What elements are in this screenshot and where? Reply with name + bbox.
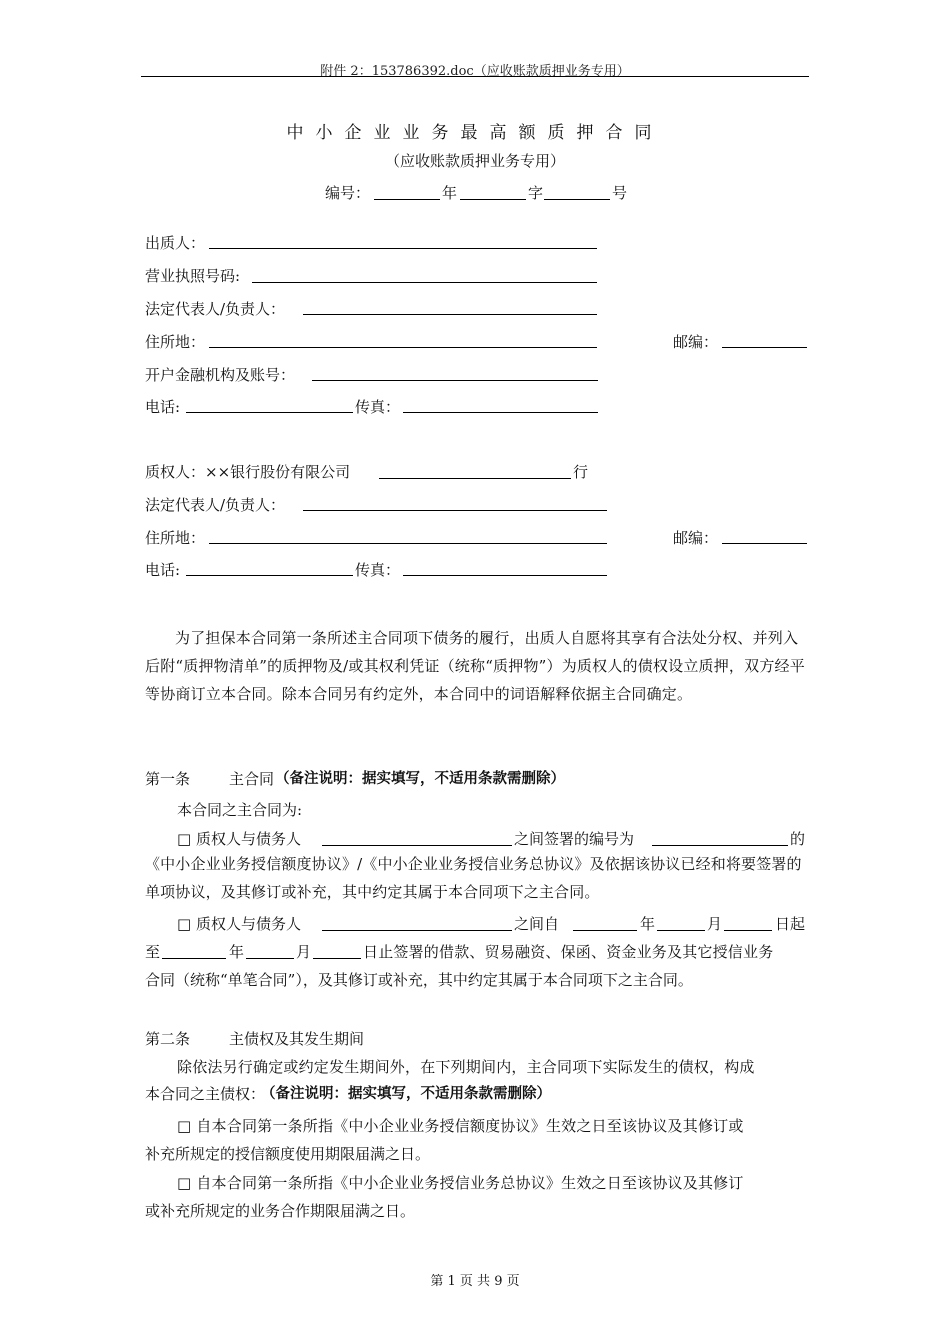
number-blank-3[interactable] — [544, 199, 610, 200]
pledgee-fax-label: 传真： — [355, 561, 401, 579]
pledgor-address-field[interactable] — [209, 347, 597, 348]
document-subtitle: （应收账款质押业务专用） — [384, 152, 565, 170]
pledgor-license-field[interactable] — [252, 282, 597, 283]
article1-option2-rest2: 合同（统称“单笔合同”），及其修订或补充，其中约定其属于本合同项下之主合同。 — [145, 971, 693, 989]
article1-option2-day-field[interactable] — [724, 930, 772, 931]
pledgor-name-field[interactable] — [209, 248, 597, 249]
article2-option2-line2: 或补充所规定的业务合作期限届满之日。 — [145, 1202, 416, 1220]
pledgor-bank-label: 开户金融机构及账号： — [145, 366, 296, 384]
pledgee-zip-field[interactable] — [722, 543, 807, 544]
pledgee-fax-field[interactable] — [403, 575, 607, 576]
article1-option2-month-field[interactable] — [657, 930, 705, 931]
article1-option2-year2-field[interactable] — [162, 958, 226, 959]
pledgee-phone-field[interactable] — [186, 575, 353, 576]
pledgor-phone-field[interactable] — [186, 412, 353, 413]
number-blank-1[interactable] — [374, 199, 440, 200]
article1-option2-day2-field[interactable] — [313, 958, 361, 959]
article1-note: （备注说明：据实填写，不适用条款需删除） — [275, 771, 565, 787]
article1-heading: 第一条 — [145, 770, 191, 788]
page-footer: 第 1 页 共 9 页 — [430, 1274, 520, 1289]
article2-line1: 除依法另行确定或约定发生期间外，在下列期间内，主合同项下实际发生的债权，构成 — [177, 1058, 755, 1076]
article1-option2-day: 日起 — [775, 915, 806, 933]
pledgor-name-label: 出质人： — [145, 234, 206, 252]
pledgee-address-field[interactable] — [209, 543, 607, 544]
pledgor-rep-field[interactable] — [303, 314, 597, 315]
page-header: 附件 2：153786392.doc（应收账款质押业务专用） — [320, 64, 630, 79]
pledgee-zip-label: 邮编： — [673, 529, 719, 547]
preamble-paragraph: 为了担保本合同第一条所述主合同项下债务的履行，出质人自愿将其享有合法处分权、并列入后附“质押物清单”的质押物及/或其权利凭证（统称“质押物”）为质权人的债权设立质押，双方经平等协商订立本合同。除本合同另有约定外，本合同中的词语解释依据主合同确定。 — [145, 629, 805, 703]
article1-option2-month2: 月 — [296, 943, 312, 961]
pledgee-name-label: 质权人：××银行股份有限公司 — [145, 463, 351, 481]
article1-option2-year2: 年 — [229, 943, 245, 961]
article1-option1-debtor-field[interactable] — [322, 845, 512, 846]
pledgor-zip-field[interactable] — [722, 347, 807, 348]
pledgor-fax-label: 传真： — [355, 398, 401, 416]
number-year: 年 — [442, 184, 458, 202]
article2-line2: 本合同之主债权： — [145, 1085, 266, 1103]
article2-option2-line1[interactable]: □ 自本合同第一条所指《中小企业业务授信业务总协议》生效之日至该协议及其修订 — [177, 1174, 744, 1192]
article1-option2-text-b: 之间自 — [514, 915, 560, 933]
article1-option1-text-b: 之间签署的编号为 — [514, 830, 635, 848]
article1-option2-month: 月 — [707, 915, 723, 933]
article1-option2-year: 年 — [640, 915, 656, 933]
article1-option1-text-c: 的 — [790, 830, 806, 848]
number-blank-2[interactable] — [460, 199, 526, 200]
article1-option2-checkbox[interactable]: □ 质权人与债务人 — [177, 915, 301, 933]
pledgor-phone-label: 电话: — [145, 398, 181, 416]
document-title: 中小企业业务最高额质押合同 — [286, 123, 664, 143]
article1-option2-month2-field[interactable] — [246, 958, 294, 959]
pledgor-address-label: 住所地： — [145, 333, 206, 351]
article1-option1-rest: 《中小企业业务授信额度协议》/《中小企业业务授信业务总协议》及依据该协议已经和将要签署的单项协议，及其修订或补充，其中约定其属于本合同项下之主合同。 — [145, 855, 802, 901]
number-zi: 字 — [528, 184, 544, 202]
article1-option2-to: 至 — [145, 943, 161, 961]
article1-option1-checkbox[interactable]: □ 质权人与债务人 — [177, 830, 301, 848]
pledgee-name-field[interactable] — [379, 478, 571, 479]
article2-title: 主债权及其发生期间 — [229, 1030, 365, 1048]
article1-title: 主合同 — [229, 770, 275, 788]
article1-intro: 本合同之主合同为: — [177, 801, 303, 819]
pledgee-name-suffix: 行 — [573, 463, 589, 481]
article1-option2-rest1: 日止签署的借款、贸易融资、保函、资金业务及其它授信业务 — [363, 943, 774, 961]
pledgor-bank-field[interactable] — [312, 380, 598, 381]
pledgor-zip-label: 邮编： — [673, 333, 719, 351]
article2-heading: 第二条 — [145, 1030, 191, 1048]
pledgee-rep-label: 法定代表人/负责人： — [145, 496, 286, 514]
article2-note: （备注说明：据实填写，不适用条款需删除） — [261, 1086, 551, 1102]
article1-option2-year-field[interactable] — [573, 930, 637, 931]
pledgor-fax-field[interactable] — [403, 412, 598, 413]
number-hao: 号 — [612, 184, 628, 202]
pledgor-rep-label: 法定代表人/负责人： — [145, 300, 286, 318]
pledgee-phone-label: 电话: — [145, 561, 181, 579]
article2-option1-line2: 补充所规定的授信额度使用期限届满之日。 — [145, 1145, 431, 1163]
pledgee-rep-field[interactable] — [303, 510, 607, 511]
article1-option1-number-field[interactable] — [652, 845, 788, 846]
header-rule — [141, 76, 809, 77]
pledgor-license-label: 营业执照号码: — [145, 267, 241, 285]
number-label: 编号： — [325, 184, 371, 202]
pledgee-address-label: 住所地： — [145, 529, 206, 547]
article1-option2-debtor-field[interactable] — [322, 930, 512, 931]
article2-option1-line1[interactable]: □ 自本合同第一条所指《中小企业业务授信额度协议》生效之日至该协议及其修订或 — [177, 1117, 744, 1135]
